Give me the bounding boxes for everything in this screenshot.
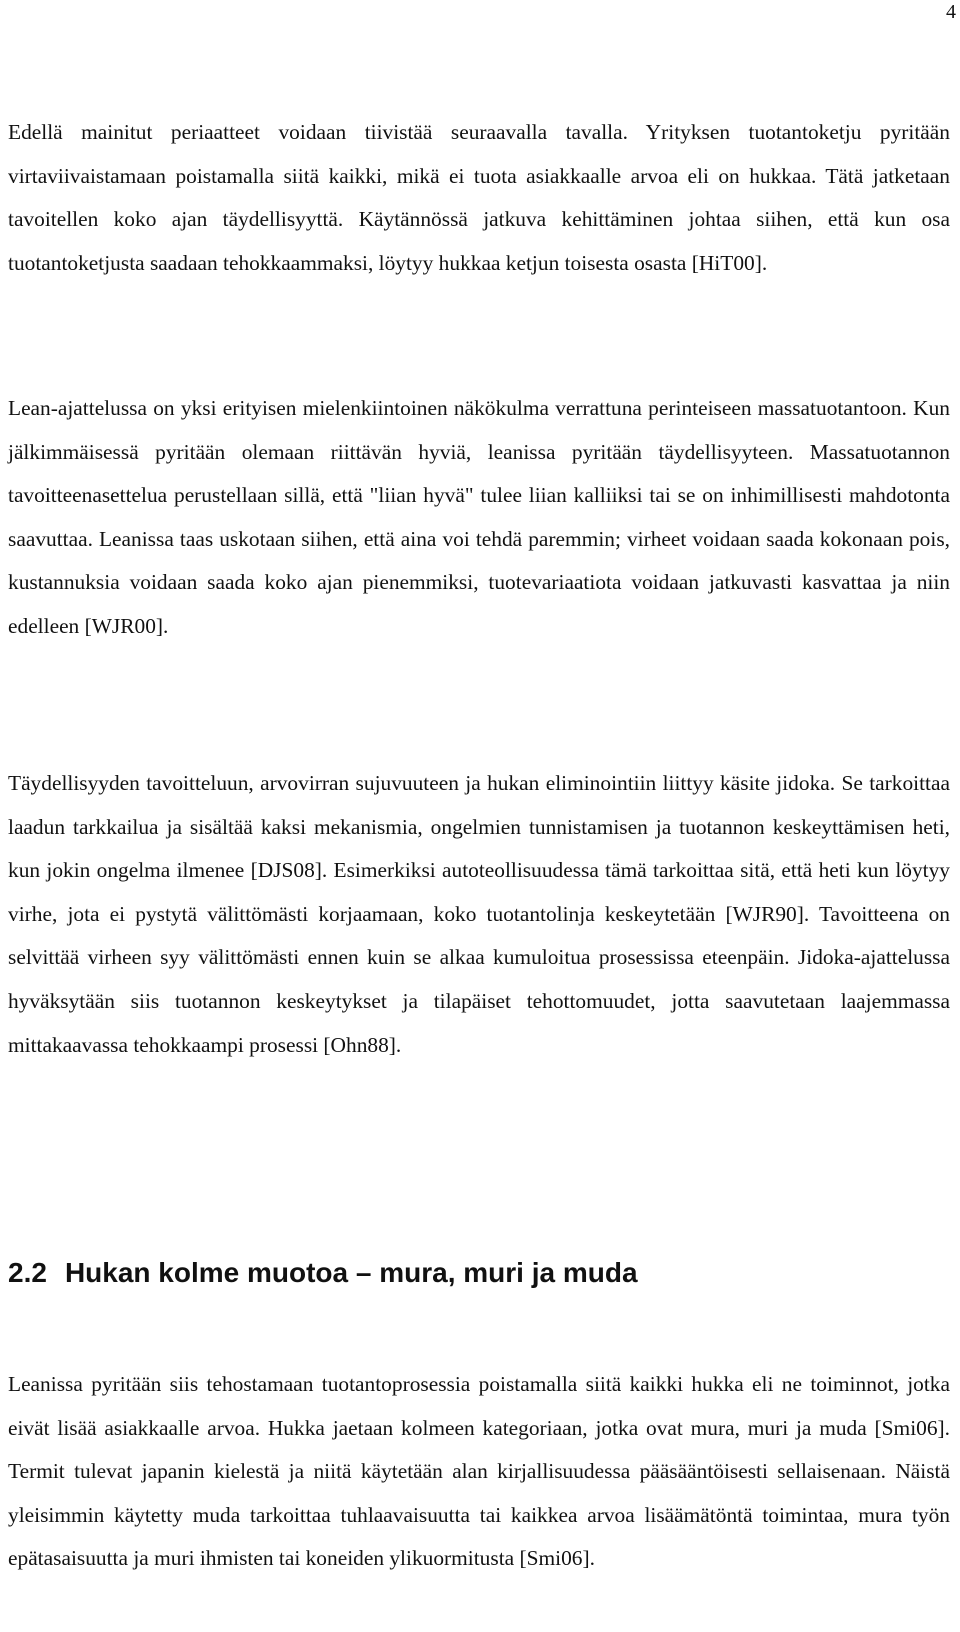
section-heading [8,1256,638,1290]
paragraph-waste-categories: Leanissa pyritään siis tehostamaan tuotantoprosessia poistamalla siitä kaikki hukka eli ne toiminnot, jotka eivät lisää asiakkaalle arvoa. Hukka jaetaan kolmeen kategoriaan, jotka ovat mura, muri ja muda [Smi06]. Termit tulevat japanin kielestä ja niitä käytetään alan kirjallisuudessa pääsääntöisesti sellaisenaan. Näistä yleisimmin käytetty muda tarkoittaa tuhlaavaisuutta tai kaikkea arvoa lisäämätöntä toimintaa, mura työn epätasaisuutta ja muri ihmisten tai koneiden ylikuormitusta [Smi06]. [8,1372,950,1571]
paragraph-principles-summary: Edellä mainitut periaatteet voidaan tiivistää seuraavalla tavalla. Yrityksen tuotantoketju pyritään virtaviivaistamaan poistamalla siitä kaikki, mikä ei tuota asiakkaalle arvoa eli on hukkaa. Tätä jatketaan tavoitellen koko ajan täydellisyyttä. Käytännössä jatkuva kehittäminen johtaa siihen, että kun osa tuotantoketjusta saadaan tehokkaammaksi, löytyy hukkaa ketjun toisesta osasta [HiT00]. [8,120,950,275]
section-number: 2.2 [8,1257,47,1288]
section-title: Hukan kolme muotoa – mura, muri ja muda [64,1257,638,1288]
paragraph-lean-vs-mass-production: Lean-ajattelussa on yksi erityisen mielenkiintoinen näkökulma verrattuna perinteiseen massatuotantoon. Kun jälkimmäisessä pyritään olemaan riittävän hyviä, leanissa pyritään täydellisyyteen. Massatuotannon tavoitteenasettelua perustellaan sillä, että "liian hyvä" tulee liian kalliiksi tai se on inhimillisesti mahdotonta saavuttaa. Leanissa taas uskotaan siihen, että aina voi tehdä paremmin; virheet voidaan saada kokonaan pois, kustannuksia voidaan saada koko ajan pienemmiksi, tuotevariaatiota voidaan jatkuvasti kasvattaa ja niin edelleen [WJR00]. [8,396,950,638]
page-number: 4 [946,1,956,23]
paragraph-jidoka: Täydellisyyden tavoitteluun, arvovirran sujuvuuteen ja hukan eliminointiin liittyy käsite jidoka. Se tarkoittaa laadun tarkkailua ja sisältää kaksi mekanismia, ongelmien tunnistamisen ja tuotannon keskeyttämisen heti, kun jokin ongelma ilmenee [DJS08]. Esimerkiksi autoteollisuudessa tämä tarkoittaa sitä, että heti kun löytyy virhe, jota ei pystytä välittömästi korjaamaan, koko tuotantolinja keskeytetään [WJR90]. Tavoitteena on selvittää virheen syy välittömästi ennen kuin se alkaa kumuloitua prosessissa eteenpäin. Jidoka-ajattelussa hyväksytään siis tuotannon keskeytykset ja tilapäiset tehottomuudet, jotta saavutetaan laajemmassa mittakaavassa tehokkaampi prosessi [Ohn88]. [8,771,950,1057]
